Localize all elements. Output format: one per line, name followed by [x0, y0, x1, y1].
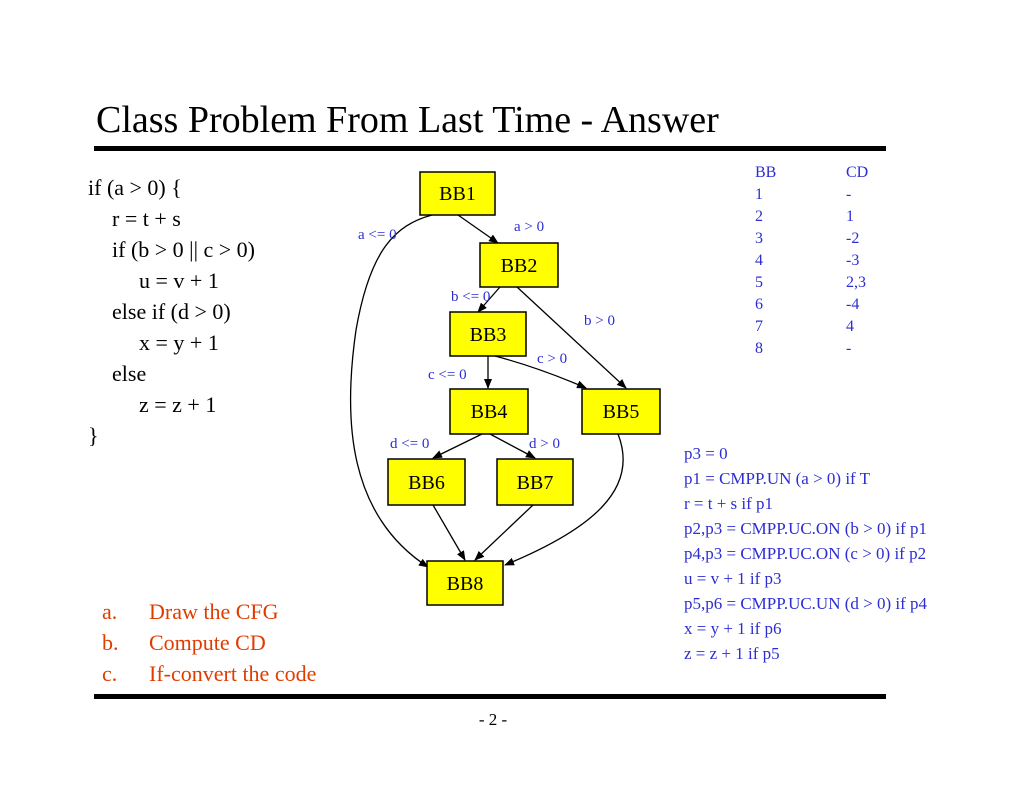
edge-label-a-gt-0: a > 0 [514, 219, 545, 235]
edge-label-d-gt-0: d > 0 [529, 436, 560, 452]
if-converted-line: p2,p3 = CMPP.UC.ON (b > 0) if p1 [684, 519, 928, 538]
task-text: Draw the CFG [149, 599, 279, 624]
task-text: If-convert the code [149, 661, 317, 686]
task-letter: a. [102, 599, 118, 624]
if-converted-line: p4,p3 = CMPP.UC.ON (c > 0) if p2 [684, 544, 927, 563]
edge-bb1-bb8 [351, 215, 432, 567]
cd-bb-cell: 2 [755, 208, 763, 225]
cd-header-bb: BB [755, 164, 777, 181]
block-bb7 [497, 459, 573, 505]
cd-cd-cell: - [846, 186, 852, 203]
cd-cd-cell: -4 [846, 296, 860, 313]
block-label: BB6 [408, 472, 445, 494]
code-line: if (a > 0) { [88, 175, 182, 200]
cd-cd-cell: 4 [846, 318, 854, 335]
if-converted-line: p3 = 0 [684, 444, 728, 463]
cd-cd-cell: 1 [846, 208, 854, 225]
cd-bb-cell: 1 [755, 186, 763, 203]
block-bb6 [388, 459, 465, 505]
block-label: BB8 [446, 573, 484, 595]
task-letter: b. [102, 630, 119, 655]
cd-bb-cell: 4 [755, 252, 763, 269]
block-bb1 [420, 172, 495, 215]
block-bb4 [450, 389, 528, 434]
task-text: Compute CD [149, 630, 266, 655]
if-converted-line: r = t + s if p1 [684, 494, 774, 513]
cd-cd-cell: - [846, 340, 852, 357]
if-converted-line: z = z + 1 if p5 [684, 644, 780, 663]
edge-bb6-bb8 [433, 505, 465, 560]
cd-bb-cell: 7 [755, 318, 763, 335]
footer-rule [94, 694, 886, 699]
cd-bb-cell: 5 [755, 274, 763, 291]
code-line: if (b > 0 || c > 0) [112, 237, 255, 262]
block-label: BB7 [516, 472, 554, 494]
edge-label-b-le-0: b <= 0 [451, 289, 491, 305]
edge-bb2-bb5 [517, 287, 626, 388]
code-line: else if (d > 0) [112, 299, 231, 324]
page-number: - 2 - [478, 710, 508, 729]
if-converted-line: p5,p6 = CMPP.UC.UN (d > 0) if p4 [684, 594, 928, 613]
block-label: BB4 [470, 401, 508, 423]
slide-title: Class Problem From Last Time - Answer [96, 99, 719, 141]
code-line: u = v + 1 [139, 268, 219, 293]
block-bb3 [450, 312, 526, 356]
edge-bb1-bb2 [458, 215, 498, 243]
cd-cd-cell: -2 [846, 230, 860, 247]
code-line: r = t + s [112, 206, 181, 231]
edge-label-a-le-0: a <= 0 [358, 227, 397, 243]
cd-header-cd: CD [846, 164, 869, 181]
edge-label-b-gt-0: b > 0 [584, 313, 615, 329]
if-converted-line: x = y + 1 if p6 [684, 619, 782, 638]
code-line: x = y + 1 [139, 330, 219, 355]
if-converted-line: u = v + 1 if p3 [684, 569, 782, 588]
block-bb2 [480, 243, 558, 287]
edge-label-c-le-0: c <= 0 [428, 367, 467, 383]
cd-cd-cell: -3 [846, 252, 860, 269]
block-label: BB1 [439, 183, 476, 205]
block-bb5 [582, 389, 660, 434]
cd-cd-cell: 2,3 [846, 274, 866, 291]
edge-bb7-bb8 [475, 505, 533, 560]
cd-bb-cell: 3 [755, 230, 763, 247]
edge-label-c-gt-0: c > 0 [537, 351, 568, 367]
cd-bb-cell: 8 [755, 340, 763, 357]
block-label: BB5 [602, 401, 640, 423]
edge-label-d-le-0: d <= 0 [390, 436, 430, 452]
code-line: z = z + 1 [139, 392, 217, 417]
task-letter: c. [102, 661, 118, 686]
block-label: BB2 [500, 255, 538, 277]
code-line: else [112, 361, 147, 386]
code-line: } [88, 423, 99, 448]
if-converted-line: p1 = CMPP.UN (a > 0) if T [684, 469, 871, 488]
block-label: BB3 [469, 324, 507, 346]
cd-bb-cell: 6 [755, 296, 763, 313]
edge-bb4-bb6 [433, 434, 482, 458]
block-bb8 [427, 561, 503, 605]
